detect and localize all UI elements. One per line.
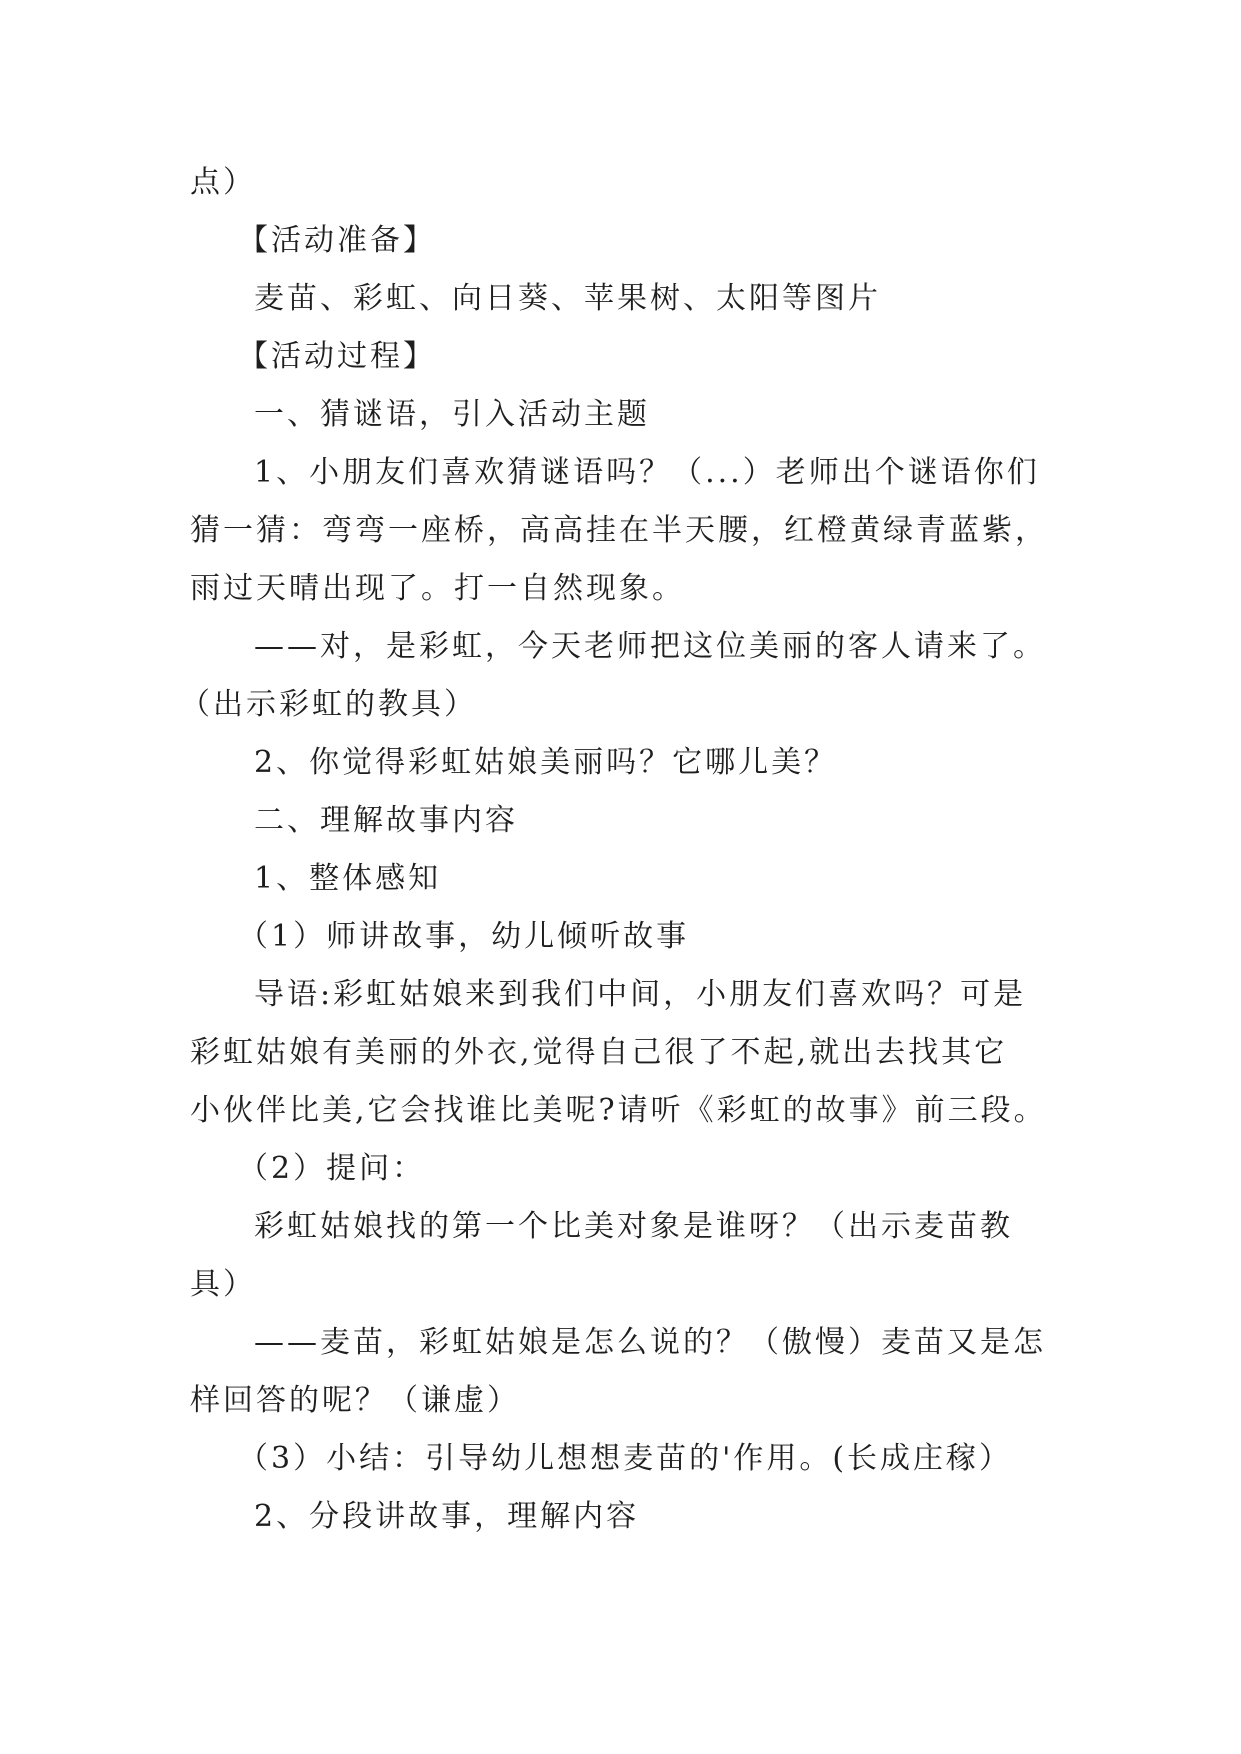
document-body — [180, 154, 1090, 1546]
text-line: 具） — [190, 1267, 256, 1302]
text-line: 小伙伴比美,它会找谁比美呢?请听《彩虹的故事》前三段。 — [190, 1093, 1047, 1128]
text-line: 彩虹姑娘有美丽的外衣,觉得自己很了不起,就出去找其它 — [190, 1035, 1008, 1070]
text-line-continuation: 点） — [190, 165, 256, 200]
section-heading-preparation: 【活动准备】 — [238, 223, 436, 258]
text-line: （1）师讲故事，幼儿倾听故事 — [238, 919, 690, 954]
sub-heading-overall: 1、整体感知 — [254, 861, 442, 896]
text-line: 样回答的呢？（谦虚） — [190, 1383, 520, 1418]
step-heading-story: 二、理解故事内容 — [254, 803, 518, 838]
text-line: 彩虹姑娘找的第一个比美对象是谁呀？（出示麦苗教 — [254, 1209, 1013, 1244]
text-line: ——麦苗，彩虹姑娘是怎么说的？（傲慢）麦苗又是怎 — [254, 1325, 1046, 1360]
text-line: 猜一猜：弯弯一座桥，高高挂在半天腰，红橙黄绿青蓝紫， — [190, 513, 1048, 548]
text-line: ——对，是彩虹，今天老师把这位美丽的客人请来了。 — [254, 629, 1046, 664]
text-line: 导语:彩虹姑娘来到我们中间，小朋友们喜欢吗？可是 — [254, 977, 1027, 1012]
sub-heading-segments: 2、分段讲故事，理解内容 — [254, 1499, 640, 1534]
text-line: （3）小结：引导幼儿想想麦苗的'作用。(长成庄稼） — [238, 1441, 1013, 1476]
text-line: （2）提问： — [238, 1151, 426, 1186]
step-heading-riddle: 一、猜谜语，引入活动主题 — [254, 397, 650, 432]
text-line: 1、小朋友们喜欢猜谜语吗？（...）老师出个谜语你们 — [254, 455, 1040, 490]
text-line: 雨过天晴出现了。打一自然现象。 — [190, 571, 685, 606]
text-line: （出示彩虹的教具） — [180, 687, 477, 722]
text-line-materials: 麦苗、彩虹、向日葵、苹果树、太阳等图片 — [254, 281, 881, 316]
section-heading-process: 【活动过程】 — [238, 339, 436, 374]
text-line: 2、你觉得彩虹姑娘美丽吗？它哪儿美？ — [254, 745, 838, 780]
